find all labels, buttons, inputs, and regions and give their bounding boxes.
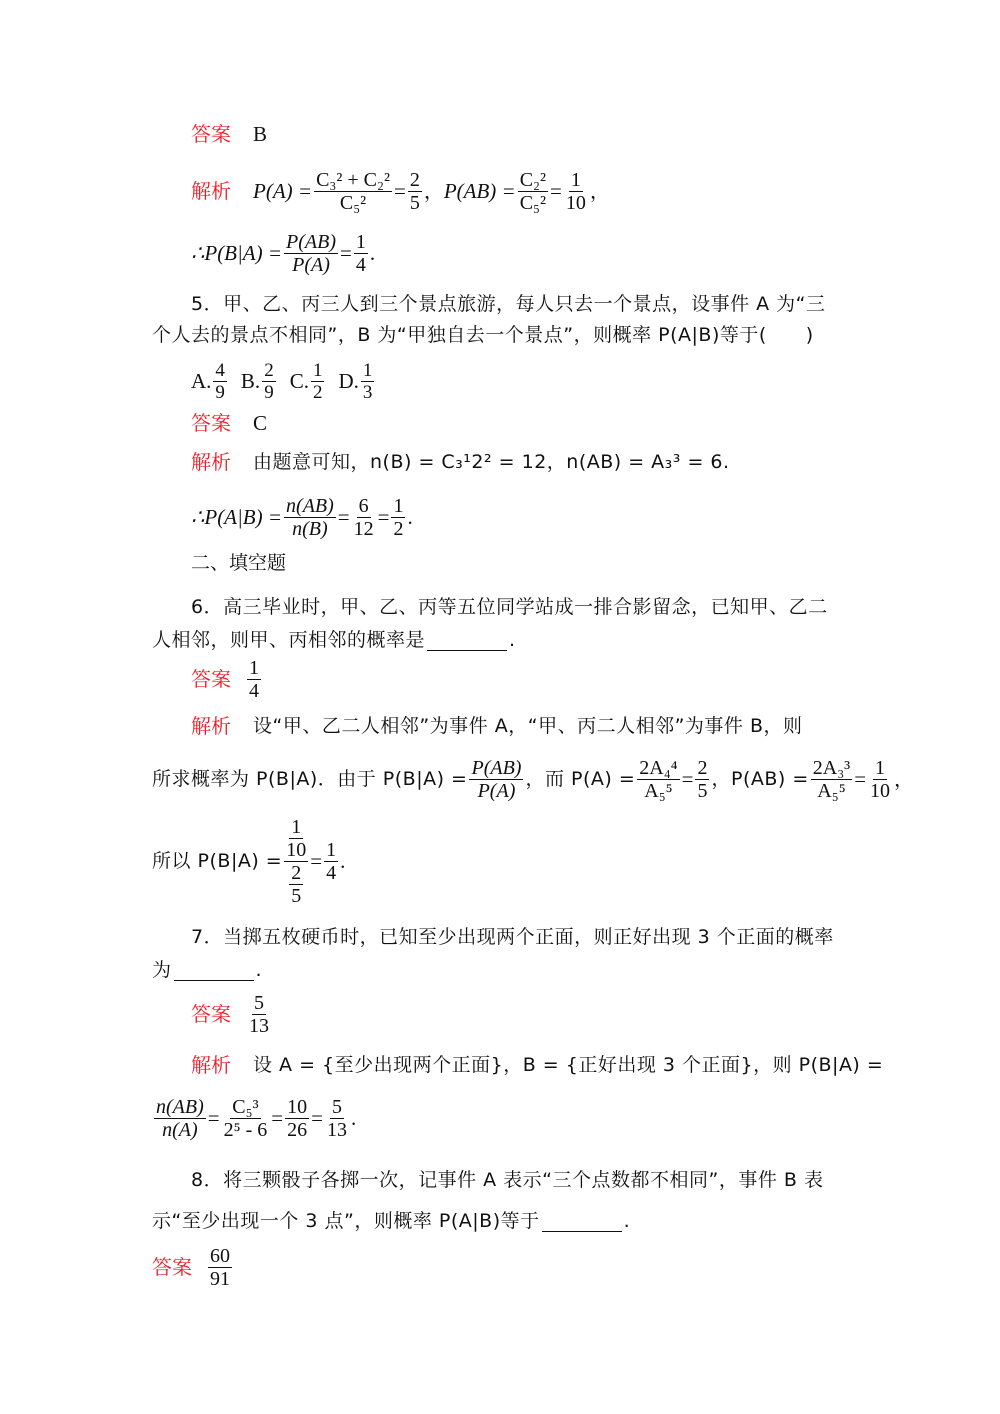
answer-label: 答案 [152,1255,192,1279]
q6-answer-fraction: $\frac{1}{4}$ [249,656,259,702]
fraction: $\frac{n(AB)}{n(A)}$ [156,1095,204,1141]
analysis-label: 解析 [191,714,231,738]
option-d-fraction: $\frac{1}{3}$ [362,359,373,403]
fraction: $\frac{1}{2}$ [393,494,404,540]
q6-analysis-line3: 所以 P(B|A) = 1 10 2 5 = $\frac{1}{4}$ . [152,815,346,907]
q7-line1: 7．当掷五枚硬币时，已知至少出现两个正面，则正好出现 3 个正面的概率 [191,926,834,948]
fraction: $\frac{\text{C₂²}}{\text{C₅²}}$ [519,168,547,214]
q6-line1: 6．高三毕业时，甲、乙、丙等五位同学站成一排合影留念，已知甲、乙二 [191,596,828,618]
q8-line2: 示“至少出现一个 3 点”，则概率 P(A|B)等于 . [152,1210,631,1232]
q7-answer-line [191,990,273,1038]
q8-line1: 8．将三颗骰子各掷一次，记事件 A 表示“三个点数都不相同”，事件 B 表 [191,1169,824,1191]
q7-answer-fraction: $\frac{5}{13}$ [249,991,269,1037]
fraction: $\frac{2}{5}$ [697,756,708,802]
q5-answer-value: C [253,411,268,435]
answer-blank [427,630,507,651]
option-c-fraction: $\frac{1}{2}$ [312,359,323,403]
answer-label: 答案 [191,667,231,691]
q4-answer-line [191,120,267,148]
option-b-label: B. [240,369,261,393]
compound-fraction: 1 10 2 5 [286,815,307,907]
pab-lhs: P(AB) = [443,179,516,203]
fraction: $\frac{\text{C₅³}}{\text{2⁵ - 6}}$ [223,1095,268,1141]
analysis-label: 解析 [191,179,231,203]
q6-analysis-line1: 解析 设“甲、乙二人相邻”为事件 A，“甲、丙二人相邻”为事件 B，则 [191,714,803,738]
fraction: $\frac{1}{4}$ [355,230,366,276]
fraction: $\frac{1}{10}$ [565,168,586,214]
q5-analysis-line2: ∴P(A|B) = $\frac{n(AB)}{n(B)}$ = $\frac{6}{12}$ = $\frac{1}{2}$ . [191,494,413,540]
q7-analysis-line1: 解析 设 A = {至少出现两个正面}，B = {正好出现 3 个正面}，则 P(B|A) = [191,1053,884,1077]
option-c-label: C. [289,369,309,393]
q5-line1: 5．甲、乙、丙三人到三个景点旅游，每人只去一个景点，设事件 A 为“三 [191,293,826,315]
option-d-label: D. [338,369,359,393]
option-a-fraction: $\frac{4}{9}$ [215,359,225,403]
fraction: $\frac{\text{2A₄⁴}}{\text{A₅⁵}}$ [639,756,678,802]
answer-label: 答案 [191,411,231,435]
q6-line2: 人相邻，则甲、丙相邻的概率是 . [152,629,516,651]
fraction: $\frac{1}{4}$ [326,838,337,884]
fraction: $\frac{1}{10}$ [870,756,891,802]
fraction: $\frac{2}{5}$ [409,168,420,214]
answer-blank [174,960,254,981]
q6-analysis-line2: 所求概率为 P(B|A)．由于 P(B|A) = $\frac{P(AB)}{P(A)}$ ，而 P(A) = $\frac{\text{2A₄⁴}}{\text{A₅⁵}}$ = $\frac{2}{5}$ ，P(AB) = $\frac{\text{2A₃³}}{\text{A₅⁵}}$ = $\frac{1}{10}$ ， [152,756,915,802]
answer-label: 答案 [191,122,231,146]
answer-blank [542,1211,622,1232]
fraction: $\frac{\text{2A₃³}}{\text{A₅⁵}}$ [812,756,851,802]
fraction: $\frac{10}{26}$ [287,1095,308,1141]
q4-analysis-line2: ∴P(B|A) = $\frac{P(AB)}{P(A)}$ = $\frac{1}{4}$ . [191,230,376,276]
q8-answer-fraction: $\frac{60}{91}$ [210,1244,230,1290]
q5-answer-line [191,409,267,437]
q7-analysis-line2: $\frac{n(AB)}{n(A)}$ = $\frac{\text{C₅³}}{\text{2⁵ - 6}}$ = $\frac{10}{26}$ = $\frac{5}{13}$ . [156,1095,357,1141]
fraction: $\frac{\text{C₃² + C₂²}}{\text{C₅²}}$ [316,168,390,214]
q4-answer-value: B [253,122,268,146]
q5-line2: 个人去的景点不相同”，B 为“甲独自去一个景点”，则概率 P(A|B)等于( ) [152,324,814,346]
fraction: $\frac{5}{13}$ [326,1095,347,1141]
q7-line2: 为 . [152,959,263,981]
fraction: $\frac{P(AB)}{P(A)}$ [286,230,337,276]
q8-answer-line [152,1243,234,1291]
answer-label: 答案 [191,1002,231,1026]
fraction: $\frac{6}{12}$ [353,494,374,540]
fraction: $\frac{n(AB)}{n(B)}$ [286,494,334,540]
fraction: $\frac{P(AB)}{P(A)}$ [471,756,522,802]
q5-analysis-line1: 解析 由题意可知，n(B) = C₃¹2² = 12，n(AB) = A₃³ = 6. [191,450,730,474]
section-title: 二、填空题 [191,552,287,574]
q4-analysis-line1: 解析 P(A) = $\frac{\text{C₃² + C₂²}}{\text{C₅²}}$ = $\frac{2}{5}$ ， P(AB) = $\frac{\text{C₂²}}{\text{C₅²}}$ = $\frac{1}{10}$ ， [191,168,610,214]
analysis-label: 解析 [191,450,231,474]
analysis-label: 解析 [191,1053,231,1077]
pa-lhs: P(A) = [253,179,313,203]
option-b-fraction: $\frac{2}{9}$ [264,359,274,403]
option-a-label: A. [191,369,212,393]
q5-options [191,357,376,405]
q6-answer-line [191,655,263,703]
